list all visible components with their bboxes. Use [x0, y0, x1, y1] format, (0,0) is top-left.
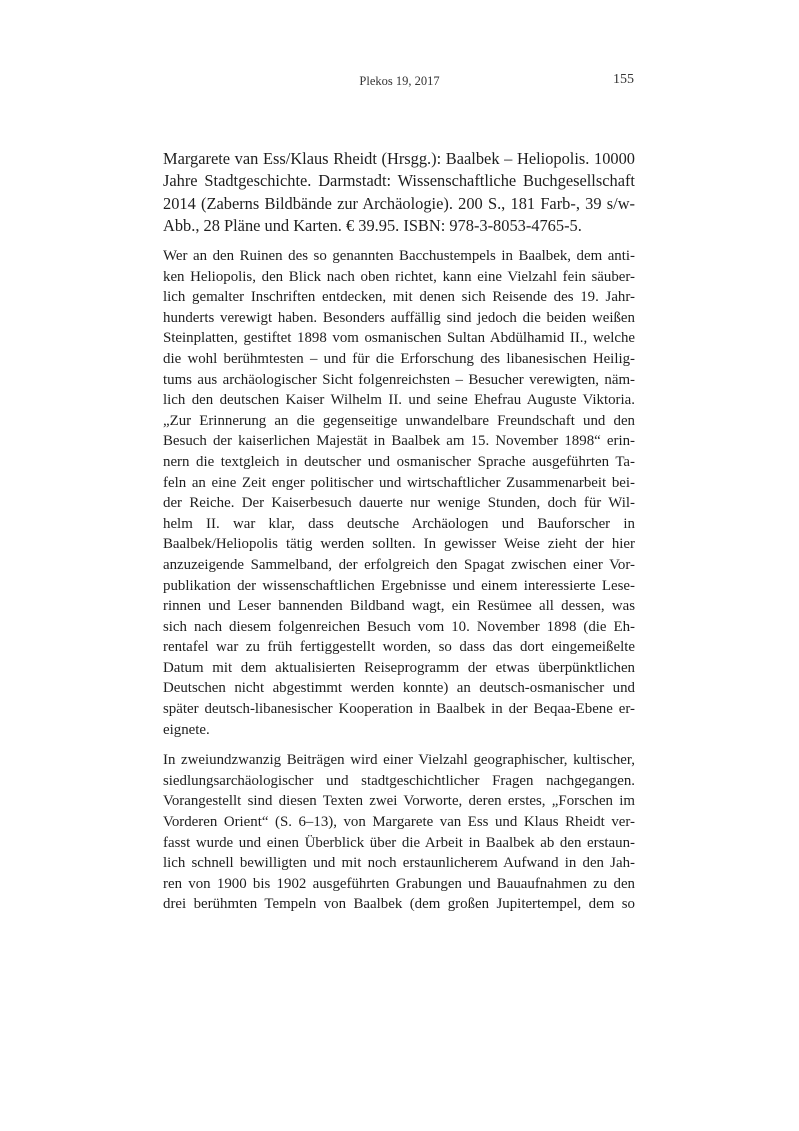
citation-line: 2014 (Zaberns Bildbände zur Archäologie). 200 S., 181 Farb-, 39 s/w-	[163, 193, 635, 213]
citation-line: Jahre Stadtgeschichte. Darmstadt: Wissenschaftliche Buchgesellschaft	[163, 171, 635, 191]
text-line: Vorderen Orient“ (S. 6–13), von Margarete van Ess und Klaus Rheidt ver-	[163, 814, 635, 831]
text-line: hunderts verewigt haben. Besonders auffällig sind jedoch die beiden weißen	[163, 309, 635, 326]
text-line: rentafel war zu früh fertiggestellt worden, so dass das dort eingemeißelte	[163, 639, 635, 656]
text-line: helm II. war klar, dass deutsche Archäologen und Bauforscher in	[163, 515, 635, 532]
text-line: Datum mit dem aktualisierten Reiseprogramm der etwas überpünktlichen	[163, 659, 635, 676]
text-line: der Reiche. Der Kaiserbesuch dauerte nur wenige Stunden, doch für Wil-	[163, 495, 635, 512]
text-line: Besuch der kaiserlichen Majestät in Baalbek am 15. November 1898“ erin-	[163, 433, 635, 450]
text-line: rinnen und Leser bannenden Bildband wagt, ein Resümee all dessen, was	[163, 598, 635, 615]
text-line: später deutsch-libanesischer Kooperation in Baalbek in der Beqaa-Ebene er-	[163, 701, 635, 718]
text-line: ren von 1900 bis 1902 ausgeführten Grabungen und Bauaufnahmen zu den	[163, 875, 635, 892]
text-line: „Zur Erinnerung an die gegenseitige unwandelbare Freundschaft und den	[163, 412, 635, 429]
text-line: In zweiundzwanzig Beiträgen wird einer Vielzahl geographischer, kultischer,	[163, 752, 635, 769]
text-line: ken Heliopolis, den Blick nach oben richtet, kann eine Vielzahl fein säuber-	[163, 268, 635, 285]
book-citation	[163, 148, 635, 238]
journal-title: Plekos 19, 2017	[359, 74, 440, 88]
text-line: tums aus archäologischer Sicht folgenreichsten – Besucher verewigten, näm-	[163, 371, 635, 388]
text-line: Vorangestellt sind diesen Texten zwei Vorworte, deren erstes, „Forschen im	[163, 793, 635, 810]
paragraph-1	[163, 246, 635, 740]
text-line: nern die textgleich in deutscher und osmanischer Sprache ausgeführten Ta-	[163, 453, 635, 470]
text-line: Wer an den Ruinen des so genannten Bacchustempels in Baalbek, dem anti-	[163, 248, 635, 264]
text-line: fasst wurde und einen Überblick über die Arbeit in Baalbek ab den erstaun-	[163, 834, 635, 851]
review-body	[163, 246, 635, 925]
running-head	[0, 72, 799, 92]
citation-line: Margarete van Ess/Klaus Rheidt (Hrsgg.): Baalbek – Heliopolis. 10000	[163, 149, 635, 168]
text-line: eignete.	[163, 721, 210, 738]
text-line: drei berühmten Tempeln von Baalbek (dem großen Jupitertempel, dem so	[163, 896, 635, 913]
text-line: publikation der wissenschaftlichen Ergebnisse und einem interessierte Lese-	[163, 577, 635, 594]
paragraph-2	[163, 750, 635, 915]
text-line: anzuzeigende Sammelband, der erfolgreich den Spagat zwischen einer Vor-	[163, 556, 635, 573]
text-line: Deutschen nicht abgestimmt werden konnte) an deutsch-osmanischer und	[163, 680, 635, 697]
text-line: Steinplatten, gestiftet 1898 vom osmanischen Sultan Abdülhamid II., welche	[163, 330, 635, 347]
text-line: Baalbek/Heliopolis tätig werden sollten. In gewisser Weise zieht der hier	[163, 536, 635, 553]
text-line: lich gemalter Inschriften entdecken, mit denen sich Reisende des 19. Jahr-	[163, 289, 635, 306]
citation-line: Abb., 28 Pläne und Karten. € 39.95. ISBN: 978-3-8053-4765-5.	[163, 216, 582, 236]
text-line: siedlungsarchäologischer und stadtgeschichtlicher Fragen nachgegangen.	[163, 772, 635, 789]
text-line: lich schnell bewilligten und mit noch erstaunlicherem Aufwand in den Jah-	[163, 855, 635, 872]
text-line: sich nach diesem folgenreichen Besuch vom 10. November 1898 (die Eh-	[163, 618, 635, 635]
page-number: 155	[613, 72, 634, 87]
text-line: feln an eine Zeit enger politischer und wirtschaftlicher Zusammenarbeit bei-	[163, 474, 635, 491]
text-line: die wohl berühmtesten – und für die Erforschung des libanesischen Heilig-	[163, 350, 635, 367]
text-line: lich den deutschen Kaiser Wilhelm II. und seine Ehefrau Auguste Viktoria.	[163, 392, 635, 409]
